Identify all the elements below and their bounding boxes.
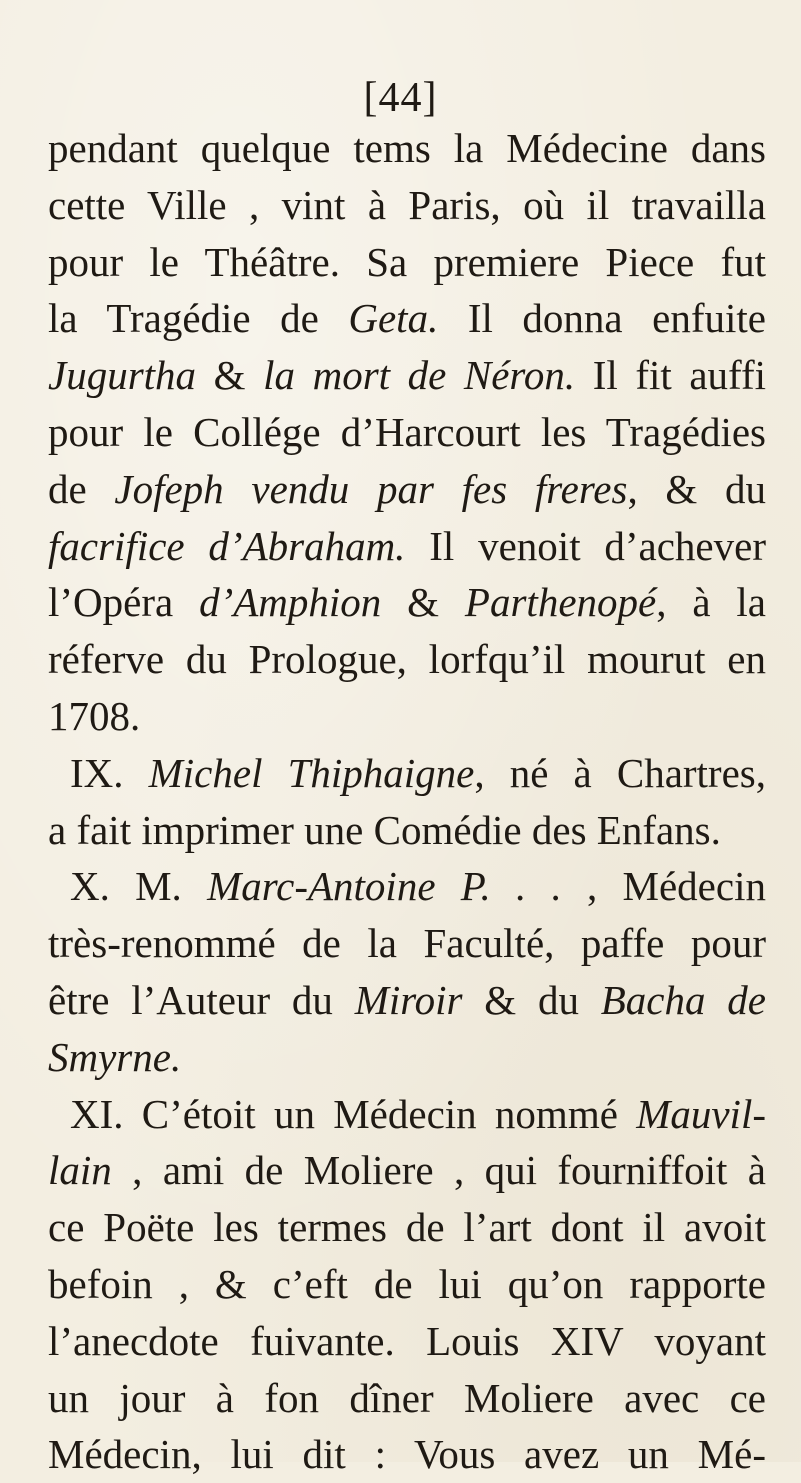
text-line	[48, 688, 766, 745]
text-line	[48, 177, 766, 234]
text-segment: & du	[462, 976, 601, 1023]
italic-text: Marc-Antoine P. . .	[207, 863, 562, 910]
text-segment: un jour à fon dîner Moliere avec ce	[48, 1374, 766, 1421]
text-segment: très-renommé de la Faculté, paffe pour	[48, 920, 766, 967]
text-line	[48, 802, 766, 859]
text-segment: 1708.	[48, 692, 141, 739]
text-line	[48, 1086, 766, 1143]
text-segment: l’Opéra	[48, 579, 200, 626]
italic-text: Miroir	[354, 976, 463, 1023]
text-segment: , Médecin	[561, 863, 766, 910]
text-line	[48, 574, 766, 631]
text-segment: , & du	[627, 465, 766, 512]
text-line	[48, 120, 766, 177]
text-segment: IX.	[70, 749, 149, 796]
text-line	[48, 1029, 766, 1086]
text-segment: XI. C’étoit un Médecin nommé	[70, 1090, 637, 1137]
text-segment: &	[196, 352, 264, 399]
text-line	[48, 1256, 766, 1313]
page-number: [44]	[363, 75, 438, 121]
text-segment: X. M.	[70, 863, 208, 910]
text-segment: l’anecdote fuivante. Louis XIV voyant	[48, 1317, 766, 1364]
text-line	[48, 404, 766, 461]
italic-text: Geta.	[348, 295, 439, 342]
text-segment: ce Poëte les termes de l’art dont il avoit	[48, 1204, 766, 1251]
text-line	[48, 745, 766, 802]
italic-text: lain	[48, 1147, 112, 1194]
text-segment: la Tragédie de	[48, 295, 349, 342]
text-segment: de	[48, 465, 115, 512]
italic-text: Parthenopé	[464, 579, 657, 626]
text-segment: Il fit auffi	[575, 352, 766, 399]
text-segment: , ami de Moliere , qui fourniffoit à	[111, 1147, 766, 1194]
text-line	[48, 290, 766, 347]
text-segment: Il venoit d’achever	[405, 522, 766, 569]
text-line	[48, 1370, 766, 1427]
italic-text: Jugurtha	[48, 352, 197, 399]
text-line	[48, 518, 766, 575]
text-segment: pour le Théâtre. Sa premiere Piece fut	[48, 238, 766, 285]
text-line	[48, 347, 766, 404]
text-segment: a fait imprimer une Comédie des Enfans.	[48, 806, 721, 853]
text-line	[48, 1142, 766, 1199]
text-line	[48, 631, 766, 688]
text-segment: cette Ville , vint à Paris, où il travailla	[48, 181, 766, 228]
text-line	[48, 461, 766, 518]
text-line	[48, 234, 766, 291]
text-segment: être l’Auteur du	[48, 976, 355, 1023]
text-segment: réferve du Prologue, lorfqu’il mourut en	[48, 636, 766, 683]
italic-text: Michel Thiphaigne	[148, 749, 475, 796]
text-line	[48, 1426, 766, 1483]
text-segment: &	[381, 579, 465, 626]
body-text	[48, 120, 766, 1483]
italic-text: d’Amphion	[199, 579, 382, 626]
italic-text: Smyrne.	[48, 1033, 182, 1080]
text-segment: pendant quelque tems la Médecine dans	[48, 125, 766, 171]
italic-text: Jofeph vendu par fes freres	[114, 465, 628, 512]
text-segment: , né à Chartres,	[474, 749, 766, 796]
italic-text: Bacha de	[600, 976, 766, 1023]
text-segment: pour le Collége d’Harcourt les Tragédies	[48, 408, 766, 455]
text-segment: Il donna enfuite	[438, 295, 766, 342]
text-line	[48, 915, 766, 972]
italic-text: Mauvil-	[636, 1090, 766, 1137]
text-segment: Médecin, lui dit : Vous avez un Mé-	[48, 1431, 766, 1478]
text-line	[48, 972, 766, 1029]
text-line	[48, 858, 766, 915]
text-line	[48, 1313, 766, 1370]
text-segment: befoin , & c’eft de lui qu’on rapporte	[48, 1260, 766, 1307]
italic-text: facrifice d’Abraham.	[48, 522, 406, 569]
text-segment: , à la	[656, 579, 766, 626]
italic-text: la mort de Néron.	[263, 352, 576, 399]
text-line	[48, 1199, 766, 1256]
